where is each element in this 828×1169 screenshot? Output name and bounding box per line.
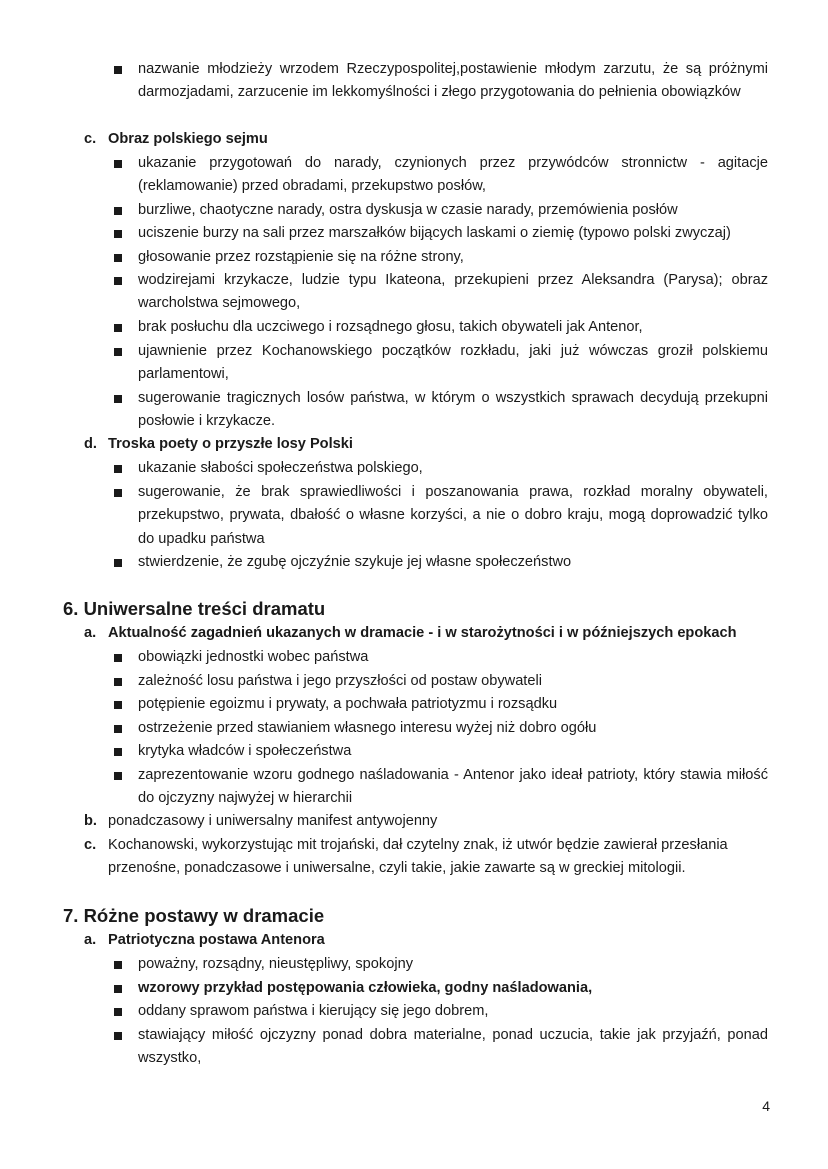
list-item-text: uciszenie burzy na sali przez marszałków bijących laskami o ziemię (typowo polski zwyczaj): [138, 225, 731, 241]
square-bullet-icon: [114, 985, 122, 993]
square-bullet-icon: [114, 160, 122, 168]
list-item-bullet: [112, 953, 768, 976]
list-item-letter: [84, 433, 774, 456]
list-item-bullet: [112, 551, 768, 574]
list-item-bullet: [112, 1024, 768, 1071]
list-item-text: Patriotyczna postawa Antenora: [108, 932, 325, 948]
square-bullet-icon: [114, 324, 122, 332]
square-bullet-icon: [114, 207, 122, 215]
list-item-text: stawiający miłość ojczyzny ponad dobra materialne, ponad uczucia, takie jak przyjaźń, ponad wszystko,: [138, 1027, 768, 1067]
list-item-text: ostrzeżenie przed stawianiem własnego interesu wyżej niż dobro ogółu: [138, 720, 597, 736]
list-item-bullet: [112, 670, 768, 693]
list-item-text: głosowanie przez rozstąpienie się na różne strony,: [138, 249, 464, 265]
square-bullet-icon: [114, 654, 122, 662]
list-item-text: Troska poety o przyszłe losy Polski: [108, 436, 353, 452]
list-item-bullet: [112, 481, 768, 551]
list-item-text: brak posłuchu dla uczciwego i rozsądnego głosu, takich obywateli jak Antenor,: [138, 319, 643, 335]
list-item-bullet: [112, 387, 768, 434]
list-item-text: wodzirejami krzykacze, ludzie typu Ikateona, przekupieni przez Aleksandra (Parysa); obraz warcholstwa sejmowego,: [138, 272, 768, 312]
list-item-text: stwierdzenie, że zgubę ojczyźnie szykuje jej własne społeczeństwo: [138, 554, 572, 570]
square-bullet-icon: [114, 1032, 122, 1040]
square-bullet-icon: [114, 395, 122, 403]
list-item-bullet: [112, 693, 768, 716]
list-item-text: ukazanie słabości społeczeństwa polskiego,: [138, 460, 423, 476]
list-marker: d.: [84, 436, 97, 452]
list-item-letter: [84, 810, 774, 833]
list-item-text: sugerowanie tragicznych losów państwa, w którym o wszystkich sprawach decydują przekupni posłowie i krzykacze.: [138, 390, 768, 430]
list-item-text: Kochanowski, wykorzystując mit trojański, dał czytelny znak, iż utwór będzie zawierał przesłania przenośne, ponadczasowe i uniwersalne, czyli takie, jakie zawarte są w greckiej mitologii.: [108, 837, 728, 877]
list-item-text: obowiązki jednostki wobec państwa: [138, 649, 369, 665]
list-marker: b.: [84, 813, 97, 829]
list-item-text: oddany sprawom państwa i kierujący się jego dobrem,: [138, 1003, 489, 1019]
list-item-text: ukazanie przygotowań do narady, czynionych przez przywódców stronnictw - agitacje (reklamowanie) przed obradami, przekupstwo posłów,: [138, 155, 768, 195]
square-bullet-icon: [114, 678, 122, 686]
list-item-text: Aktualność zagadnień ukazanych w dramacie - i w starożytności i w późniejszych epokach: [108, 625, 737, 641]
list-item-text: krytyka władców i społeczeństwa: [138, 743, 352, 759]
list-item-text: sugerowanie, że brak sprawiedliwości i poszanowania prawa, rozkład moralny obywateli, przekupstwo, prywata, dbałość o własne korzyści, a nie o dobro kraju, mogą doprowadzić tylko do upadku państwa: [138, 484, 768, 547]
list-item-text: Obraz polskiego sejmu: [108, 131, 268, 147]
square-bullet-icon: [114, 465, 122, 473]
list-item-bullet: [112, 199, 768, 222]
square-bullet-icon: [114, 559, 122, 567]
list-item-text: poważny, rozsądny, nieustępliwy, spokojny: [138, 956, 413, 972]
list-item-bullet: [112, 246, 768, 269]
section-heading: 6. Uniwersalne treści dramatu: [63, 598, 326, 619]
list-item-bullet: [112, 717, 768, 740]
list-item-text: zależność losu państwa i jego przyszłości od postaw obywateli: [138, 673, 542, 689]
square-bullet-icon: [114, 1008, 122, 1016]
square-bullet-icon: [114, 961, 122, 969]
list-item-bullet: [112, 1000, 768, 1023]
list-item-text: nazwanie młodzieży wrzodem Rzeczypospolitej,postawienie młodym zarzutu, że są próżnymi darmozjadami, zarzucenie im lekkomyślności i złego przygotowania do pełnienia obowiązków: [138, 61, 768, 101]
list-item-letter: [84, 929, 774, 952]
list-item-text: potępienie egoizmu i prywaty, a pochwała patriotyzmu i rozsądku: [138, 696, 558, 712]
list-marker: c.: [84, 837, 97, 853]
list-item-text: ponadczasowy i uniwersalny manifest antywojenny: [108, 813, 438, 829]
list-item-bullet: [112, 457, 768, 480]
list-item-text: wzorowy przykład postępowania człowieka, godny naśladowania,: [138, 980, 593, 996]
square-bullet-icon: [114, 348, 122, 356]
list-item-bullet: [112, 58, 768, 105]
list-item-bullet: [112, 152, 768, 199]
page-number: 4: [762, 1098, 770, 1114]
square-bullet-icon: [114, 772, 122, 780]
list-item-bullet: [112, 977, 768, 1000]
square-bullet-icon: [114, 66, 122, 74]
list-marker: c.: [84, 131, 97, 147]
list-item-bullet: [112, 340, 768, 387]
square-bullet-icon: [114, 701, 122, 709]
list-item-bullet: [112, 222, 768, 245]
list-marker: a.: [84, 932, 97, 948]
list-marker: a.: [84, 625, 97, 641]
list-item-bullet: [112, 316, 768, 339]
list-item-bullet: [112, 740, 768, 763]
list-item-letter: [84, 128, 774, 151]
square-bullet-icon: [114, 230, 122, 238]
square-bullet-icon: [114, 277, 122, 285]
square-bullet-icon: [114, 725, 122, 733]
list-item-bullet: [112, 646, 768, 669]
list-item-letter: [84, 834, 774, 881]
list-item-bullet: [112, 269, 768, 316]
section-heading: 7. Różne postawy w dramacie: [63, 905, 325, 926]
square-bullet-icon: [114, 748, 122, 756]
list-item-text: zaprezentowanie wzoru godnego naśladowania - Antenor jako ideał patrioty, który stawia miłość do ojczyzny najwyżej w hierarchii: [138, 767, 768, 807]
square-bullet-icon: [114, 489, 122, 497]
list-item-text: ujawnienie przez Kochanowskiego początków rozkładu, jaki już wówczas groził polskiemu parlamentowi,: [138, 343, 768, 383]
list-item-letter: [84, 622, 774, 645]
list-item-bullet: [112, 764, 768, 811]
square-bullet-icon: [114, 254, 122, 262]
list-item-text: burzliwe, chaotyczne narady, ostra dyskusja w czasie narady, przemówienia posłów: [138, 202, 678, 218]
